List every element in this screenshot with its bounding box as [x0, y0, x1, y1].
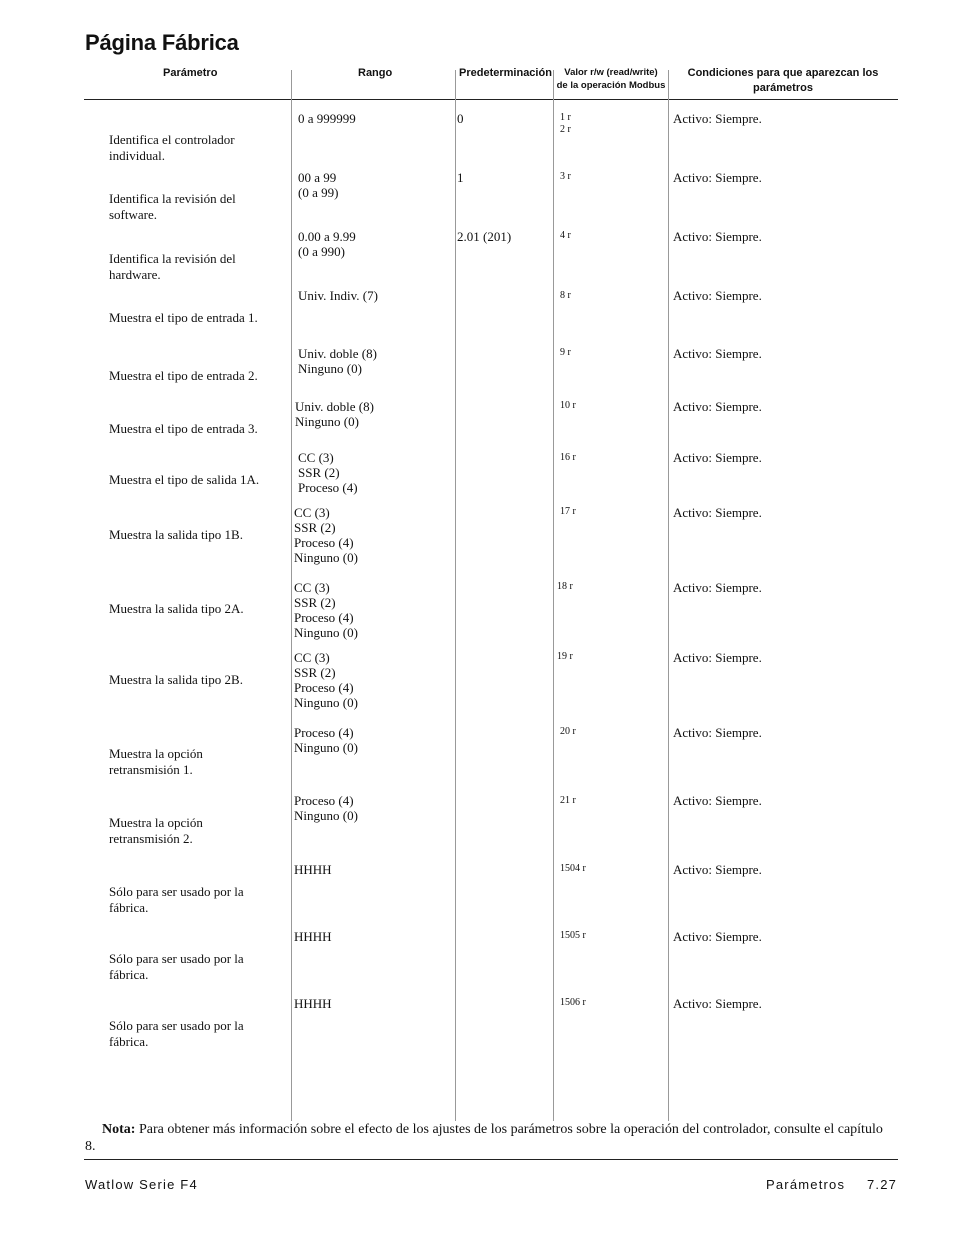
row-13-modbus: 1504 r — [560, 863, 586, 874]
row-10-description: Muestra la salida tipo 2B. — [109, 672, 243, 687]
header-modbus-line-2: de la operación Modbus — [556, 80, 666, 91]
row-15-range: HHHH — [294, 996, 332, 1011]
row-2-default: 1 — [457, 170, 464, 185]
row-11-modbus: 20 r — [560, 726, 576, 737]
column-divider-1 — [291, 70, 292, 1121]
row-11-conditions: Activo: Siempre. — [673, 725, 762, 740]
row-4-description: Muestra el tipo de entrada 1. — [109, 310, 258, 325]
row-4-conditions: Activo: Siempre. — [673, 288, 762, 303]
row-6-conditions: Activo: Siempre. — [673, 399, 762, 414]
header-modbus — [555, 66, 667, 92]
footer-page-number: 7.27 — [867, 1177, 898, 1192]
row-14-conditions: Activo: Siempre. — [673, 929, 762, 944]
row-13-conditions: Activo: Siempre. — [673, 862, 762, 877]
row-13-description: Sólo para ser usado por la fábrica. — [109, 884, 244, 915]
header-default: Predeterminación — [459, 67, 552, 79]
row-12-range: Proceso (4) Ninguno (0) — [294, 793, 358, 823]
row-4-modbus: 8 r — [560, 290, 571, 301]
header-parameter: Parámetro — [163, 67, 218, 79]
row-7-modbus: 16 r — [560, 452, 576, 463]
footer-publication: Watlow Serie F4 — [85, 1177, 198, 1192]
footnote — [85, 1121, 885, 1155]
row-1-default: 0 — [457, 111, 464, 126]
row-5-description: Muestra el tipo de entrada 2. — [109, 368, 258, 383]
row-6-description: Muestra el tipo de entrada 3. — [109, 421, 258, 436]
row-2-conditions: Activo: Siempre. — [673, 170, 762, 185]
row-3-default: 2.01 (201) — [457, 229, 512, 244]
row-1-description: Identifica el controlador individual. — [109, 132, 235, 163]
row-1-modbus: 1 r 2 r — [560, 112, 571, 135]
note-label: Nota: — [102, 1122, 136, 1137]
note-text: Para obtener más información sobre el efecto de los ajustes de los parámetros sobre la operación del controlador, consulte el capítulo 8. — [85, 1122, 883, 1154]
row-12-modbus: 21 r — [560, 795, 576, 806]
row-13-range: HHHH — [294, 862, 332, 877]
page-title: Página Fábrica — [85, 30, 239, 55]
row-7-conditions: Activo: Siempre. — [673, 450, 762, 465]
row-3-conditions: Activo: Siempre. — [673, 229, 762, 244]
column-divider-3 — [553, 70, 554, 1121]
row-1-range: 0 a 999999 — [298, 111, 356, 126]
header-conditions — [670, 66, 896, 96]
row-2-range: 00 a 99 (0 a 99) — [298, 170, 339, 200]
footer-rule — [84, 1159, 898, 1160]
row-4-range: Univ. Indiv. (7) — [298, 288, 378, 303]
row-2-description: Identifica la revisión del software. — [109, 191, 236, 222]
column-divider-2 — [455, 70, 456, 1121]
row-8-range: CC (3) SSR (2) Proceso (4) Ninguno (0) — [294, 505, 358, 565]
row-10-conditions: Activo: Siempre. — [673, 650, 762, 665]
row-7-description: Muestra el tipo de salida 1A. — [109, 472, 260, 487]
header-rule — [84, 99, 898, 100]
column-divider-4 — [668, 70, 669, 1121]
row-5-modbus: 9 r — [560, 347, 571, 358]
row-11-description: Muestra la opción retransmisión 1. — [109, 746, 203, 777]
header-conditions-line-1: Condiciones para que aparezcan los — [687, 67, 879, 79]
row-8-conditions: Activo: Siempre. — [673, 505, 762, 520]
row-8-description: Muestra la salida tipo 1B. — [109, 527, 243, 542]
row-2-modbus: 3 r — [560, 171, 571, 182]
row-9-modbus: 18 r — [557, 581, 573, 592]
row-15-conditions: Activo: Siempre. — [673, 996, 762, 1011]
row-12-description: Muestra la opción retransmisión 2. — [109, 815, 203, 846]
row-11-range: Proceso (4) Ninguno (0) — [294, 725, 358, 755]
header-range: Rango — [358, 67, 393, 79]
row-7-range: CC (3) SSR (2) Proceso (4) — [298, 450, 358, 495]
header-conditions-line-2: parámetros — [753, 82, 813, 94]
row-3-description: Identifica la revisión del hardware. — [109, 251, 236, 282]
row-8-modbus: 17 r — [560, 506, 576, 517]
row-6-modbus: 10 r — [560, 400, 576, 411]
row-3-modbus: 4 r — [560, 230, 571, 241]
row-3-range: 0.00 a 9.99 (0 a 990) — [298, 229, 356, 259]
row-5-conditions: Activo: Siempre. — [673, 346, 762, 361]
row-9-range: CC (3) SSR (2) Proceso (4) Ninguno (0) — [294, 580, 358, 640]
row-5-range: Univ. doble (8) Ninguno (0) — [298, 346, 377, 376]
row-14-description: Sólo para ser usado por la fábrica. — [109, 951, 244, 982]
row-6-range: Univ. doble (8) Ninguno (0) — [295, 399, 374, 429]
row-14-range: HHHH — [294, 929, 332, 944]
row-9-description: Muestra la salida tipo 2A. — [109, 601, 244, 616]
row-15-description: Sólo para ser usado por la fábrica. — [109, 1018, 244, 1049]
row-14-modbus: 1505 r — [560, 930, 586, 941]
row-1-conditions: Activo: Siempre. — [673, 111, 762, 126]
row-9-conditions: Activo: Siempre. — [673, 580, 762, 595]
row-10-modbus: 19 r — [557, 651, 573, 662]
row-10-range: CC (3) SSR (2) Proceso (4) Ninguno (0) — [294, 650, 358, 710]
header-modbus-line-1: Valor r/w (read/write) — [564, 67, 658, 78]
footer-section: Parámetros — [766, 1177, 846, 1192]
row-12-conditions: Activo: Siempre. — [673, 793, 762, 808]
row-15-modbus: 1506 r — [560, 997, 586, 1008]
